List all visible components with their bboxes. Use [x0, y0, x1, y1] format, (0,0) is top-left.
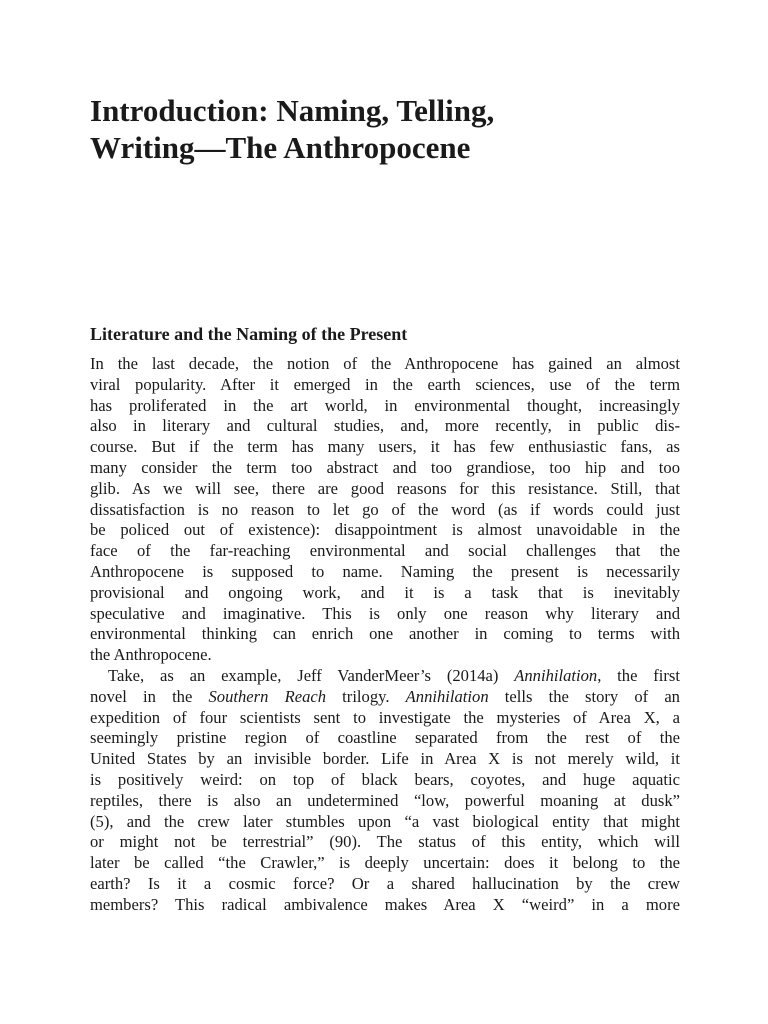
- paragraph-line: be policed out of existence): disappointment is almost unavoidable in the: [90, 520, 680, 540]
- text-run: , the first: [597, 665, 680, 685]
- book-title: Annihilation: [514, 665, 598, 685]
- paragraph-line: [90, 687, 680, 708]
- book-title: Annihilation: [405, 686, 489, 706]
- paragraph-line: dissatisfaction is no reason to let go of the word (as if words could just: [90, 499, 680, 519]
- paragraph-line: Anthropocene is supposed to name. Naming the present is necessarily: [90, 561, 680, 581]
- paragraph-line: course. But if the term has many users, it has few enthusiastic fans, as: [90, 437, 680, 457]
- paragraph-line: (5), and the crew later stumbles upon “a vast biological entity that might: [90, 811, 680, 831]
- paragraph-line: has proliferated in the art world, in environmental thought, increasingly: [90, 395, 680, 415]
- body-text: [90, 354, 680, 916]
- paragraph-line: [90, 666, 680, 687]
- chapter-title: [90, 92, 680, 166]
- paragraph-line: many consider the term too abstract and too grandiose, too hip and too: [90, 457, 680, 477]
- page: [90, 92, 680, 914]
- text-run: novel in the: [90, 686, 209, 706]
- text-run: tells the story of an: [488, 686, 680, 706]
- paragraph-line: members? This radical ambivalence makes Area X “weird” in a more: [90, 894, 680, 914]
- paragraph-line: face of the far-reaching environmental and social challenges that the: [90, 541, 680, 561]
- paragraph-line: the Anthropocene.: [90, 645, 212, 665]
- chapter-title-line-2: Writing—The Anthropocene: [90, 130, 471, 165]
- paragraph-line: glib. As we will see, there are good reasons for this resistance. Still, that: [90, 478, 680, 498]
- paragraph-line: environmental thinking can enrich one another in coming to terms with: [90, 624, 680, 644]
- paragraph-line: is positively weird: on top of black bears, coyotes, and huge aquatic: [90, 769, 680, 789]
- section-heading: Literature and the Naming of the Present: [90, 324, 408, 344]
- paragraph-line: also in literary and cultural studies, and, more recently, in public dis-: [90, 416, 680, 436]
- paragraph-line: speculative and imaginative. This is only one reason why literary and: [90, 603, 680, 623]
- paragraph-2: [90, 666, 680, 916]
- paragraph-line: In the last decade, the notion of the Anthropocene has gained an almost: [90, 354, 680, 373]
- paragraph-line: earth? Is it a cosmic force? Or a shared hallucination by the crew: [90, 873, 680, 893]
- paragraph-line: expedition of four scientists sent to investigate the mysteries of Area X, a: [90, 707, 680, 727]
- paragraph-1: [90, 354, 680, 666]
- paragraph-line: provisional and ongoing work, and it is a task that is inevitably: [90, 582, 680, 602]
- paragraph-line: later be called “the Crawler,” is deeply uncertain: does it belong to the: [90, 853, 680, 873]
- text-run: Take, as an example, Jeff VanderMeer’s (2014a): [108, 665, 515, 685]
- text-run: trilogy.: [326, 686, 406, 706]
- paragraph-line: or might not be terrestrial” (90). The status of this entity, which will: [90, 832, 680, 852]
- paragraph-line: seemingly pristine region of coastline separated from the rest of the: [90, 728, 680, 748]
- book-title: Southern Reach: [208, 686, 327, 706]
- paragraph-line: viral popularity. After it emerged in the earth sciences, use of the term: [90, 374, 680, 394]
- paragraph-line: United States by an invisible border. Life in Area X is not merely wild, it: [90, 749, 680, 769]
- chapter-title-line-1: Introduction: Naming, Telling,: [90, 93, 495, 128]
- paragraph-line: reptiles, there is also an undetermined “low, powerful moaning at dusk”: [90, 790, 680, 810]
